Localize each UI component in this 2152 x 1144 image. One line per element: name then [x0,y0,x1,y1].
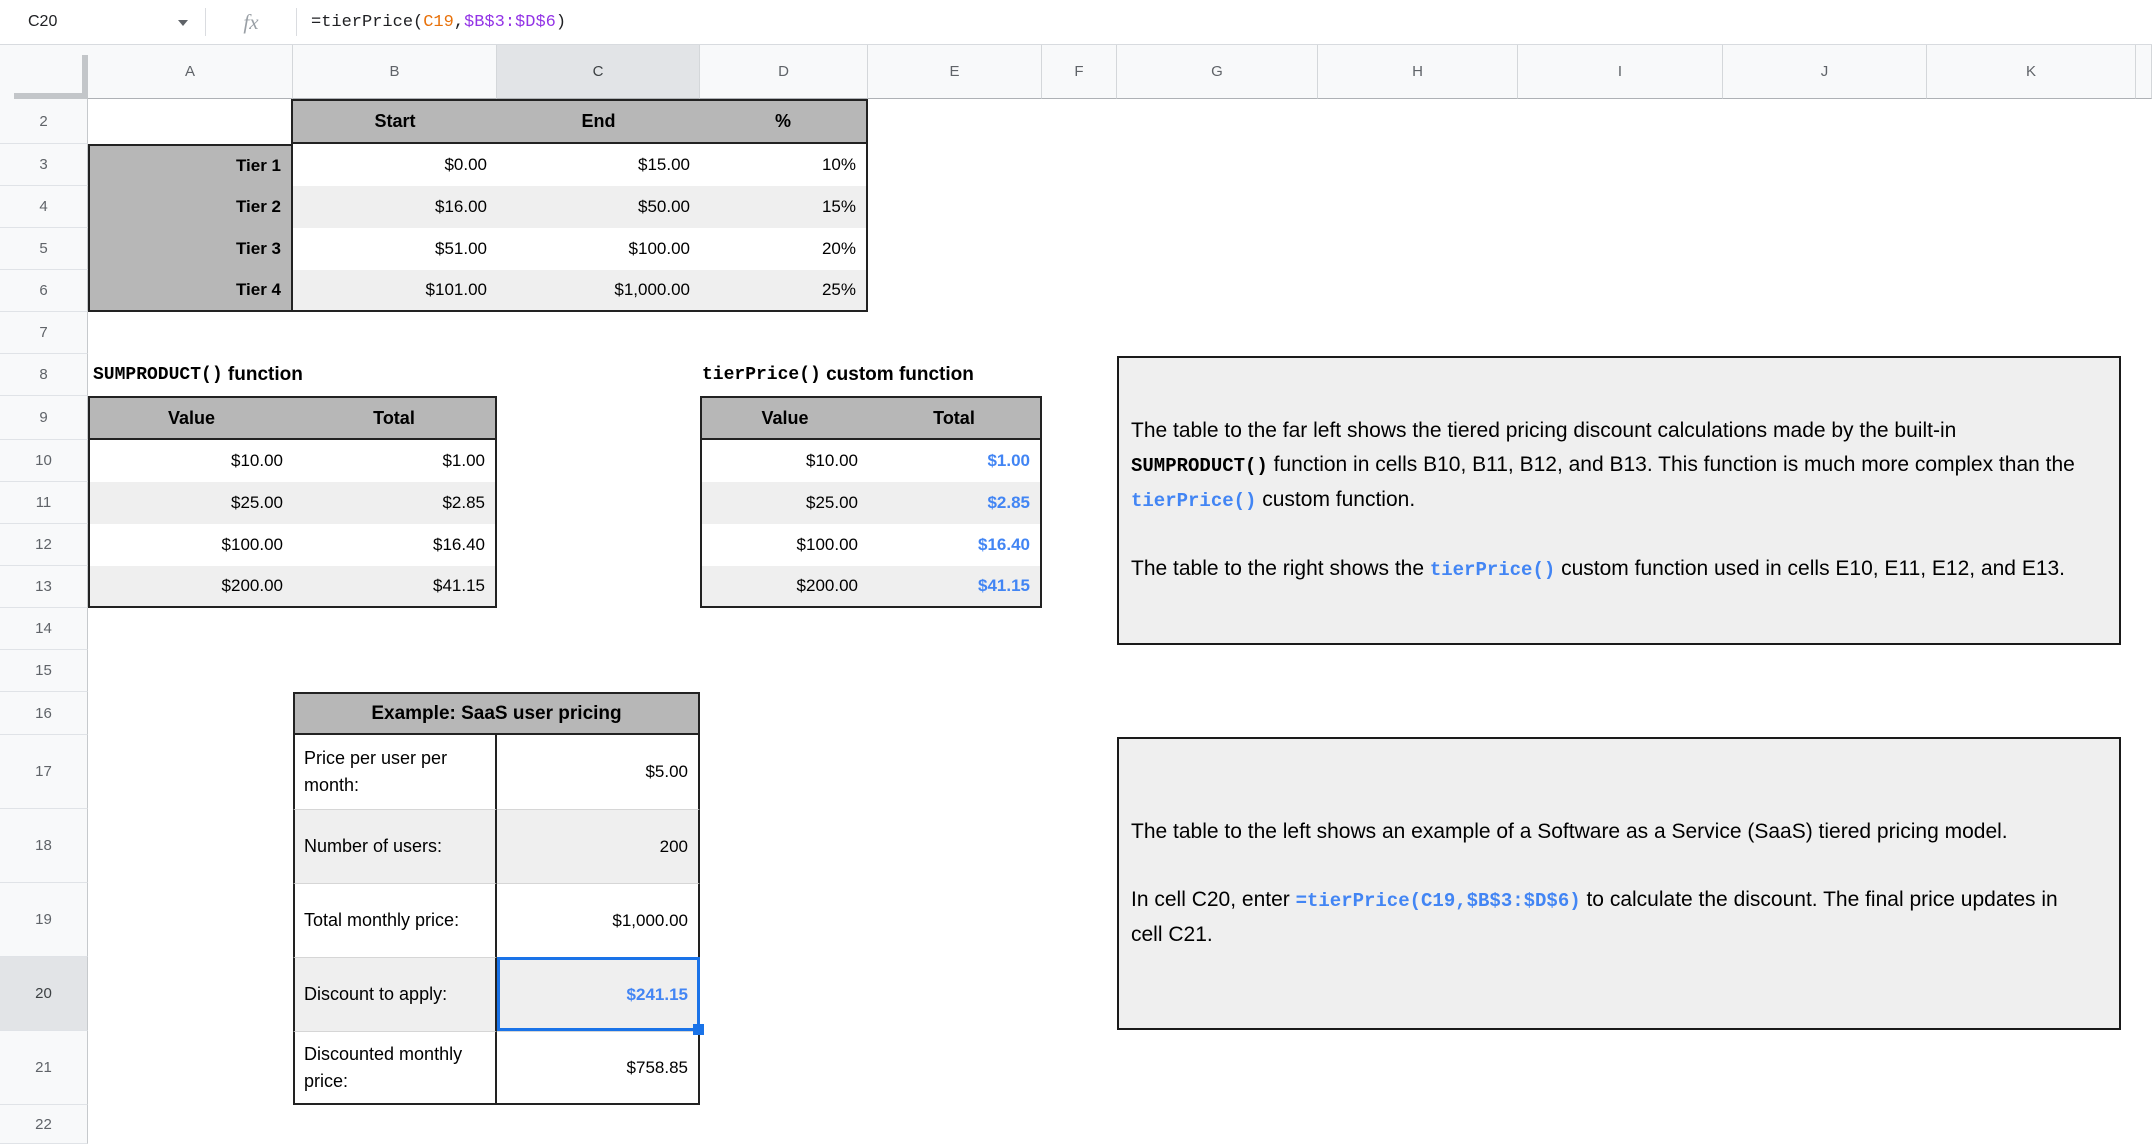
note-box-example[interactable] [1117,737,2121,1030]
row-header-14[interactable]: 14 [0,608,88,650]
example-label-3[interactable]: Total monthly price: [293,883,497,957]
sumproduct-total-1[interactable]: $1.00 [293,440,497,482]
note-paragraph [1131,815,2091,849]
tierprice-value-1[interactable]: $10.00 [700,440,868,482]
formula-segment: $B$3:$D$6 [464,12,556,32]
row-header-19[interactable]: 19 [0,883,88,957]
note-text: The table to the left shows an example of a Software as a Service (SaaS) tiered pricing model. [1131,820,2008,843]
row-header-16[interactable]: 16 [0,692,88,735]
row-header-21[interactable]: 21 [0,1031,88,1105]
note-paragraph [1131,414,2091,518]
column-header-A[interactable]: A [88,45,293,99]
tierprice-header-Value[interactable]: Value [700,396,868,440]
row-header-12[interactable]: 12 [0,524,88,566]
tierprice-value-4[interactable]: $200.00 [700,566,868,608]
tierprice-title-cell[interactable] [702,354,974,396]
sumproduct-value-2[interactable]: $25.00 [88,482,293,524]
column-header-D[interactable]: D [700,45,868,99]
tierprice-title-code: tierPrice() [702,365,821,385]
tier-label-1[interactable]: Tier 1 [88,144,293,186]
tier-header-End[interactable]: End [497,99,700,144]
column-header-G[interactable]: G [1117,45,1318,99]
note-paragraph [1131,883,2091,952]
tier-pct-2[interactable]: 15% [700,186,868,228]
example-label-5[interactable]: Discounted monthly price: [293,1031,497,1105]
column-header-J[interactable]: J [1723,45,1927,99]
sumproduct-value-1[interactable]: $10.00 [88,440,293,482]
name-box[interactable] [0,0,205,44]
fill-handle[interactable] [693,1024,704,1035]
active-cell-selection[interactable] [497,957,700,1031]
sumproduct-header-Total[interactable]: Total [293,396,497,440]
row-header-7[interactable]: 7 [0,312,88,354]
column-header-I[interactable]: I [1518,45,1723,99]
sumproduct-title-cell[interactable] [93,354,303,396]
note-text: to calculate the discount. The final price updates in cell C21. [1131,888,2058,946]
note-text: The table to the far left shows the tiered pricing discount calculations made by the built-in [1131,419,1957,442]
tier-label-2[interactable]: Tier 2 [88,186,293,228]
tier-start-1[interactable]: $0.00 [444,155,487,174]
tierprice-total-4[interactable]: $41.15 [868,566,1042,608]
row-header-3[interactable]: 3 [0,144,88,186]
tier-start-4[interactable]: $101.00 [293,270,497,312]
row-header-5[interactable]: 5 [0,228,88,270]
note-text: custom function. [1256,488,1416,511]
sumproduct-value-4[interactable]: $200.00 [88,566,293,608]
tier-end-3[interactable]: $100.00 [628,239,690,258]
formula-input[interactable] [297,13,2152,32]
example-value-4[interactable]: $241.15 [497,957,700,1031]
example-value-3[interactable]: $1,000.00 [497,883,700,957]
row-header-8[interactable]: 8 [0,354,88,396]
formula-segment: C19 [423,12,454,32]
example-value-5[interactable]: $758.85 [497,1031,700,1105]
column-header-H[interactable]: H [1318,45,1518,99]
tier-start-2[interactable]: $16.00 [293,186,497,228]
tier-pct-4[interactable]: 25% [700,270,868,312]
active-cell-reference: C20 [28,13,58,30]
sumproduct-value-3[interactable]: $100.00 [88,524,293,566]
tier-label-4[interactable]: Tier 4 [88,270,293,312]
tier-end-4[interactable]: $1,000.00 [497,270,700,312]
note-paragraph [1131,552,2091,587]
note-code-text: tierPrice() [1429,559,1556,581]
example-value-2[interactable]: 200 [497,809,700,883]
tierprice-value-2[interactable]: $25.00 [700,482,868,524]
row-header-9[interactable]: 9 [0,396,88,440]
tier-end-1[interactable]: $15.00 [638,155,690,174]
sumproduct-title-code: SUMPRODUCT() [93,365,223,385]
tier-pct-3[interactable]: 20% [700,228,868,270]
tierprice-total-1[interactable]: $1.00 [868,440,1042,482]
tierprice-total-3[interactable]: $16.40 [868,524,1042,566]
note-code-text: SUMPRODUCT() [1131,455,1268,477]
column-header-E[interactable]: E [868,45,1042,99]
note-code-text: tierPrice() [1131,490,1257,512]
column-header-partial[interactable] [2136,45,2152,99]
column-header-F[interactable]: F [1042,45,1117,99]
example-label-4[interactable]: Discount to apply: [293,957,497,1031]
column-header-C[interactable]: C [497,45,700,99]
row-header-2[interactable]: 2 [0,99,88,144]
fx-icon: fx [243,9,259,34]
tier-label-3[interactable]: Tier 3 [88,228,293,270]
row-header-10[interactable]: 10 [0,440,88,482]
note-box-sumproduct[interactable] [1117,356,2121,645]
tier-pct-1[interactable]: 10% [700,144,868,186]
tier-header-%[interactable]: % [700,99,868,144]
tierprice-total-2[interactable]: $2.85 [868,482,1042,524]
note-code-text: =tierPrice(C19,$B$3:$D$6) [1295,890,1581,912]
example-value-1[interactable]: $5.00 [497,735,700,809]
cell-A2[interactable] [88,99,293,144]
row-header-15[interactable]: 15 [0,650,88,692]
tier-header-Start[interactable]: Start [293,99,497,144]
sumproduct-total-3[interactable]: $16.40 [293,524,497,566]
formula-segment: , [453,12,465,32]
sumproduct-total-4[interactable]: $41.15 [293,566,497,608]
note-text: custom function used in cells E10, E11, E12, and E13. [1555,557,2066,580]
example-table-title[interactable]: Example: SaaS user pricing [293,692,700,735]
row-header-18[interactable]: 18 [0,809,88,883]
chevron-down-icon[interactable] [178,20,188,26]
select-all-corner[interactable] [0,45,88,99]
row-header-20[interactable]: 20 [0,957,88,1031]
tierprice-title-rest: custom function [820,364,974,385]
row-header-4[interactable]: 4 [0,186,88,228]
sumproduct-header-Value[interactable]: Value [88,396,293,440]
row-header-17[interactable]: 17 [0,735,88,809]
column-header-B[interactable]: B [293,45,497,99]
tier-end-2[interactable]: $50.00 [497,186,700,228]
note-text: In cell C20, enter [1131,888,1296,911]
example-label-1[interactable]: Price per user per month: [293,735,497,809]
tierprice-value-3[interactable]: $100.00 [700,524,868,566]
row-header-22[interactable]: 22 [0,1105,88,1144]
row-header-6[interactable]: 6 [0,270,88,312]
tier-start-3[interactable]: $51.00 [435,239,487,258]
column-header-K[interactable]: K [1927,45,2136,99]
formula-segment: ) [555,12,567,32]
note-text: The table to the right shows the [1131,557,1430,580]
row-header-11[interactable]: 11 [0,482,88,524]
row-header-13[interactable]: 13 [0,566,88,608]
note-text: function in cells B10, B11, B12, and B13. This function is much more complex than the [1267,453,2075,476]
tierprice-header-Total[interactable]: Total [868,396,1042,440]
formula-bar [0,0,2152,45]
example-label-2[interactable]: Number of users: [293,809,497,883]
sumproduct-total-2[interactable]: $2.85 [293,482,497,524]
formula-segment: =tierPrice( [311,12,424,32]
sumproduct-title-rest: function [222,364,303,385]
